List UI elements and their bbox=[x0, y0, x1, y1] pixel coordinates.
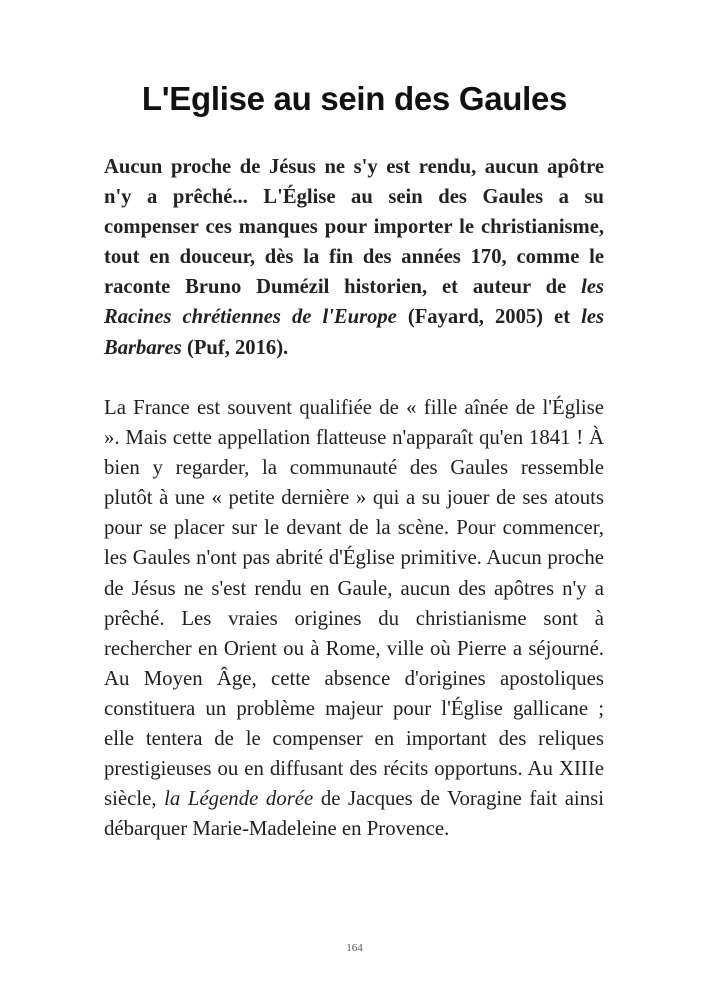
body-text-2: de Jacques de Voragine fait ainsi débarquer Marie-Madeleine en Provence. bbox=[104, 787, 604, 841]
book-title-racines: les Racines chrétiennes de l'Europe bbox=[104, 276, 604, 329]
lead-text-3: (Puf, 2016). bbox=[181, 336, 289, 359]
page-title: L'Eglise au sein des Gaules bbox=[141, 80, 568, 117]
lead-paragraph bbox=[104, 152, 604, 363]
body-text-1: La France est souvent qualifiée de « fille aînée de l'Église ». Mais cette appellation flatteuse n'apparaît qu'en 1841 ! À bien y regarder, la communauté des Gaules ressemble plutôt à une « petite dernière » qui a su jouer de ses atouts pour se placer sur le devant de la scène. Pour commencer, les Gaules n'ont pas abrité d'Église primitive. Aucun proche de Jésus ne s'est rendu en Gaule, aucun des apôtres n'y a prêché. Les vraies origines du christianisme sont à rechercher en Orient ou à Rome, ville où Pierre a séjourné. Au Moyen Âge, cette absence d'origines apostoliques constituera un problème majeur pour l'Église gallicane ; elle tentera de le compenser en important des reliques prestigieuses ou en diffusant des récits opportuns. Au XIIIe siècle, bbox=[104, 396, 604, 811]
lead-text-1: Aucun proche de Jésus ne s'y est rendu, aucun apôtre n'y a prêché... L'Église au sein des Gaules a su compenser ces manques pour importer le christianisme, tout en douceur, dès la fin des années 170, comme le raconte Bruno Dumézil historien, et auteur de bbox=[104, 156, 604, 299]
book-title-legende-doree: la Légende dorée bbox=[164, 787, 314, 811]
page-number: 164 bbox=[346, 942, 363, 954]
book-title-barbares: les Barbares bbox=[104, 306, 604, 359]
lead-text-2: (Fayard, 2005) et bbox=[396, 306, 582, 329]
body-paragraph bbox=[104, 393, 604, 844]
